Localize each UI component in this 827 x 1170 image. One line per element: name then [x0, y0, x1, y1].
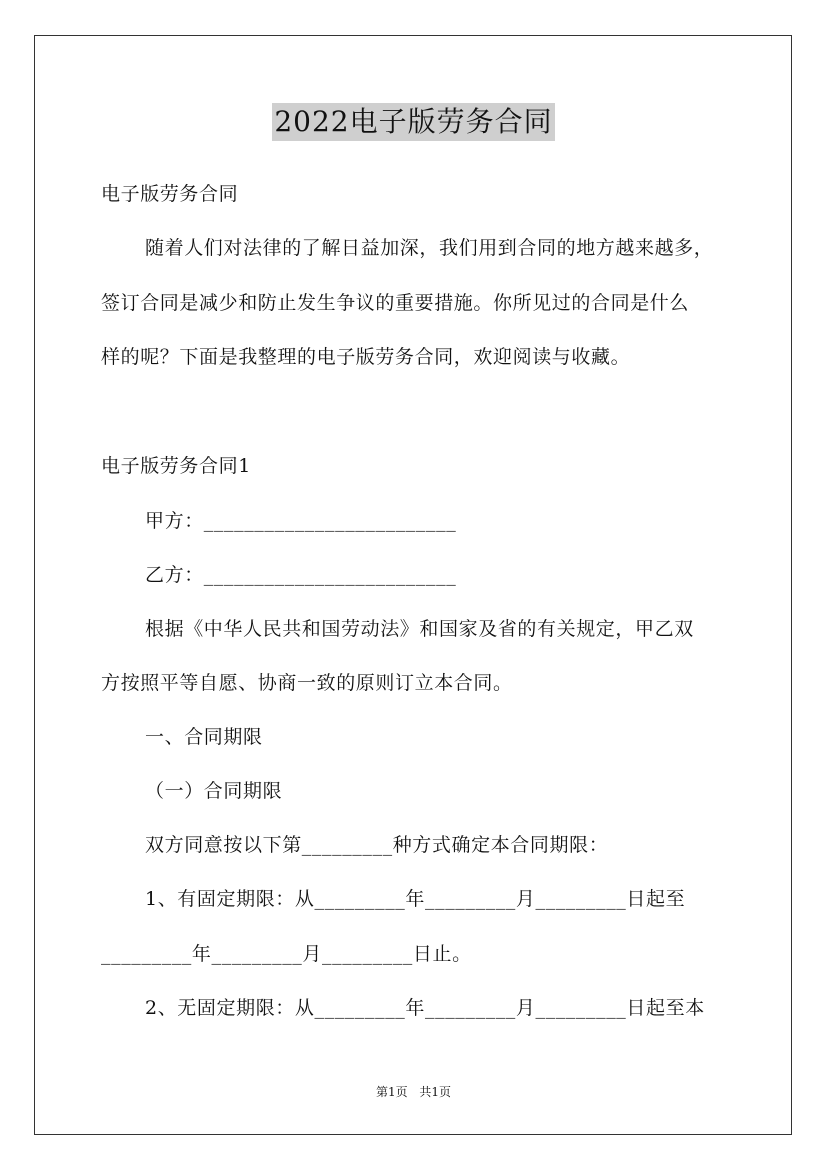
clause-1-heading: 一、合同期限	[145, 726, 263, 748]
page-number: 第1页	[375, 1085, 408, 1099]
party-a-line: 甲方：_________________________	[145, 510, 457, 532]
fixed-term-line-1: 1、有固定期限：从_________年_________月_________日起至	[145, 888, 686, 910]
section-heading: 电子版劳务合同1	[101, 455, 251, 477]
document-title: 2022电子版劳务合同	[272, 103, 554, 141]
open-term-line: 2、无固定期限：从_________年_________月_________日起至本	[145, 997, 705, 1019]
basis-line-1: 根据《中华人民共和国劳动法》和国家及省的有关规定，甲乙双	[145, 618, 694, 640]
page-footer	[0, 1084, 827, 1100]
method-line: 双方同意按以下第_________种方式确定本合同期限：	[145, 834, 609, 856]
title-container	[0, 103, 827, 141]
basis-line-2: 方按照平等自愿、协商一致的原则订立本合同。	[101, 672, 513, 694]
party-b-line: 乙方：_________________________	[145, 564, 457, 586]
clause-1-1-heading: （一）合同期限	[145, 780, 283, 802]
intro-line-3: 样的呢？下面是我整理的电子版劳务合同，欢迎阅读与收藏。	[101, 346, 631, 368]
page-total: 共1页	[419, 1085, 452, 1099]
document-subtitle: 电子版劳务合同	[101, 183, 239, 205]
fixed-term-line-2: _________年_________月_________日止。	[101, 943, 472, 965]
intro-line-1: 随着人们对法律的了解日益加深，我们用到合同的地方越来越多，	[145, 237, 714, 259]
intro-line-2: 签订合同是减少和防止发生争议的重要措施。你所见过的合同是什么	[101, 292, 690, 314]
